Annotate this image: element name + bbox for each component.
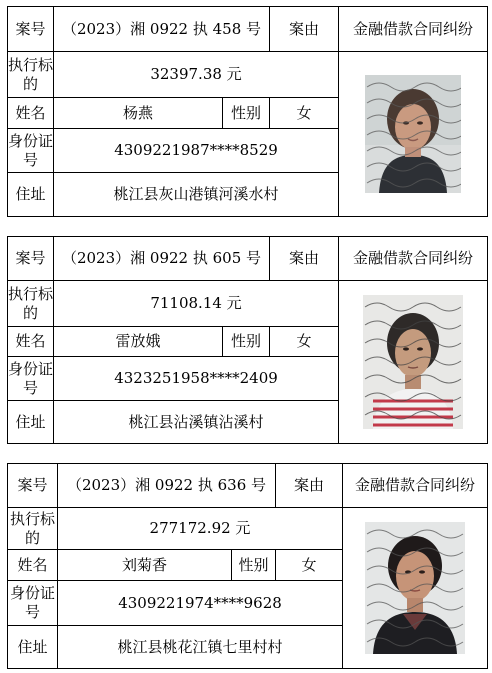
amount-label: 执行标的 bbox=[8, 281, 54, 327]
case-cause-value: 金融借款合同纠纷 bbox=[339, 237, 488, 281]
portrait-photo bbox=[365, 75, 461, 193]
case-cause-value: 金融借款合同纠纷 bbox=[343, 464, 488, 508]
id-value: 4309221987****8529 bbox=[54, 129, 339, 173]
amount-label: 执行标的 bbox=[8, 508, 58, 550]
photo-cell bbox=[343, 508, 488, 669]
gender-value: 女 bbox=[276, 550, 343, 581]
address-value: 桃江县灰山港镇河溪水村 bbox=[54, 173, 339, 217]
case-no-label: 案号 bbox=[8, 237, 54, 281]
case-no-label: 案号 bbox=[8, 464, 58, 508]
name-label: 姓名 bbox=[8, 98, 54, 129]
gender-label: 性别 bbox=[223, 327, 270, 357]
photo-cell bbox=[339, 52, 488, 217]
amount-label: 执行标的 bbox=[8, 52, 54, 98]
amount-value: 32397.38 元 bbox=[54, 52, 339, 98]
name-value: 杨燕 bbox=[54, 98, 223, 129]
id-label: 身份证号 bbox=[8, 357, 54, 401]
name-value: 刘菊香 bbox=[58, 550, 232, 581]
case-cause-label: 案由 bbox=[276, 464, 343, 508]
gender-label: 性别 bbox=[223, 98, 270, 129]
gender-value: 女 bbox=[270, 98, 339, 129]
portrait-photo bbox=[363, 295, 463, 429]
debtor-card-1 bbox=[7, 6, 488, 217]
gender-value: 女 bbox=[270, 327, 339, 357]
case-no-value: （2023）湘 0922 执 605 号 bbox=[54, 237, 270, 281]
id-label: 身份证号 bbox=[8, 581, 58, 626]
name-value: 雷放娥 bbox=[54, 327, 223, 357]
photo-cell bbox=[339, 281, 488, 444]
debtor-card-2 bbox=[7, 236, 488, 444]
portrait-photo bbox=[365, 522, 465, 654]
id-label: 身份证号 bbox=[8, 129, 54, 173]
address-label: 住址 bbox=[8, 626, 58, 669]
debtor-card-3 bbox=[7, 463, 488, 669]
case-cause-label: 案由 bbox=[270, 7, 339, 52]
case-no-label: 案号 bbox=[8, 7, 54, 52]
address-label: 住址 bbox=[8, 401, 54, 444]
id-value: 4323251958****2409 bbox=[54, 357, 339, 401]
case-cause-value: 金融借款合同纠纷 bbox=[339, 7, 488, 52]
gender-label: 性别 bbox=[232, 550, 276, 581]
address-value: 桃江县沾溪镇沾溪村 bbox=[54, 401, 339, 444]
amount-value: 71108.14 元 bbox=[54, 281, 339, 327]
name-label: 姓名 bbox=[8, 327, 54, 357]
case-no-value: （2023）湘 0922 执 458 号 bbox=[54, 7, 270, 52]
address-value: 桃江县桃花江镇七里村村 bbox=[58, 626, 343, 669]
case-no-value: （2023）湘 0922 执 636 号 bbox=[58, 464, 276, 508]
amount-value: 277172.92 元 bbox=[58, 508, 343, 550]
id-value: 4309221974****9628 bbox=[58, 581, 343, 626]
address-label: 住址 bbox=[8, 173, 54, 217]
name-label: 姓名 bbox=[8, 550, 58, 581]
case-cause-label: 案由 bbox=[270, 237, 339, 281]
